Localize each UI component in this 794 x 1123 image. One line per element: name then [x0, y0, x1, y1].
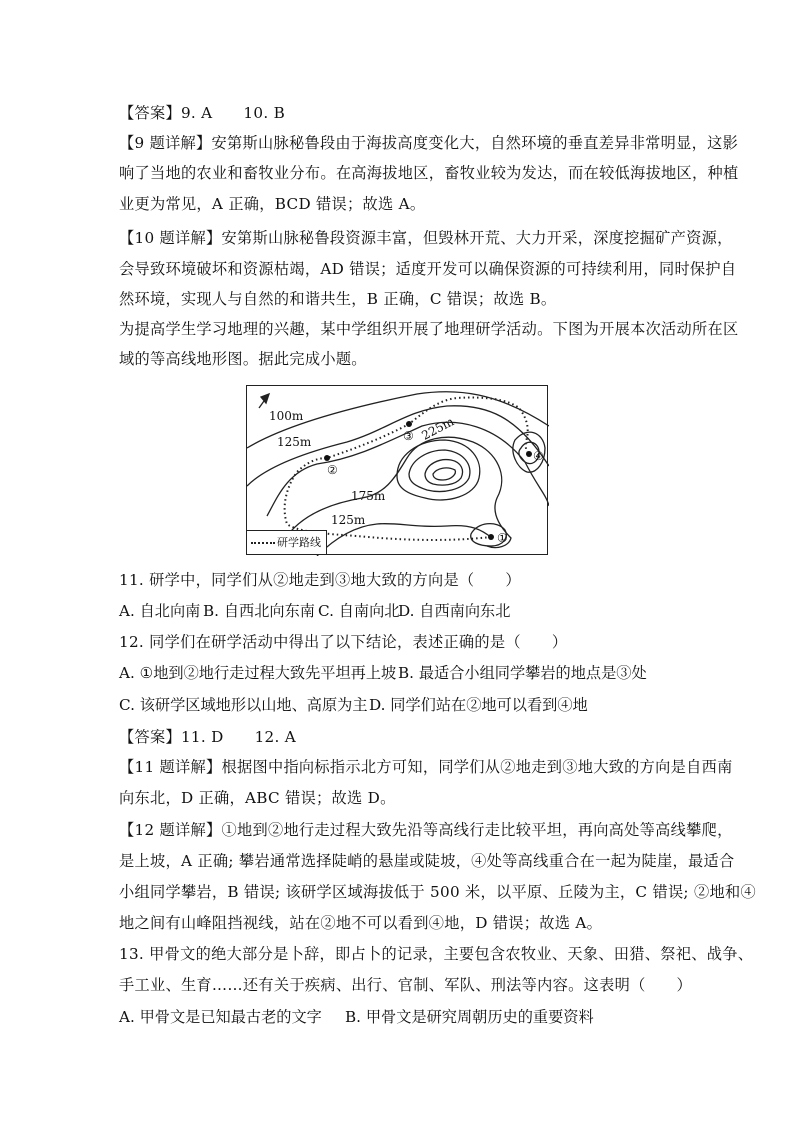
q11-stem: 11. 研学中，同学们从②地走到③地大致的方向是（ ）	[119, 571, 521, 589]
contour-map	[246, 385, 548, 555]
q12-detail-line-2: 是上坡，A 正确; 攀岩通常选择陡峭的悬崖或陡坡，④处等高线重合在一起为陡崖，最适合	[119, 852, 735, 870]
intro-line-1: 为提高学生学习地理的兴趣，某中学组织开展了地理研学活动。下图为开展本次活动所在区	[119, 320, 739, 338]
contour-label-125m-upper: 125m	[277, 435, 312, 449]
q11-option-c[interactable]: C. 自南向北	[318, 602, 400, 620]
point-4-label: ④	[533, 449, 544, 463]
q12-stem: 12. 同学们在研学活动中得出了以下结论，表述正确的是（ ）	[119, 633, 568, 651]
intro-line-2: 域的等高线地形图。据此完成小题。	[119, 350, 367, 368]
q12-option-d[interactable]: D. 同学们站在②地可以看到④地	[369, 696, 588, 714]
point-3-marker	[406, 421, 412, 427]
q13-stem-line-2: 手工业、生育……还有关于疾病、出行、官制、军队、刑法等内容。这表明（ ）	[119, 976, 693, 994]
q11-option-d[interactable]: D. 自西南向东北	[398, 602, 511, 620]
q13-stem-line-1: 13. 甲骨文的绝大部分是卜辞，即占卜的记录，主要包含农牧业、天象、田猎、祭祀、战争、	[119, 945, 754, 963]
contour-label-125m-lower: 125m	[331, 513, 366, 527]
legend-label: 研学路线	[277, 536, 321, 549]
q10-detail-line-1: 【10 题详解】安第斯山脉秘鲁段资源丰富，但毁林开荒、大力开采，深度挖掘矿产资源，	[119, 229, 733, 247]
q13-option-b[interactable]: B. 甲骨文是研究周朝历史的重要资料	[345, 1008, 594, 1026]
point-2-label: ②	[327, 463, 338, 477]
q11-detail-line-2: 向东北，D 正确，ABC 错误；故选 D。	[119, 789, 396, 807]
point-4-marker	[526, 451, 532, 457]
answer-9-10: 【答案】9. A 10. B	[119, 104, 286, 122]
q12-option-b[interactable]: B. 最适合小组同学攀岩的地点是③处	[398, 664, 647, 682]
q10-detail-line-2: 会导致环境破坏和资源枯竭，AD 错误；适度开发可以确保资源的可持续利用，同时保护自	[119, 260, 737, 278]
q11-option-b[interactable]: B. 自西北向东南	[203, 602, 315, 620]
q9-detail-line-1: 【9 题详解】安第斯山脉秘鲁段由于海拔高度变化大，自然环境的垂直差异非常明显，这影	[119, 134, 739, 152]
point-1-label: ①	[497, 531, 508, 545]
q12-detail-line-1: 【12 题详解】①地到②地行走过程大致先沿等高线行走比较平坦，再向高处等高线攀爬，	[119, 821, 733, 839]
answer-11-12: 【答案】11. D 12. A	[119, 728, 297, 746]
q12-option-c[interactable]: C. 该研学区域地形以山地、高原为主	[119, 696, 368, 714]
q11-option-a[interactable]: A. 自北向南	[119, 602, 201, 620]
q12-detail-line-4: 地之间有山峰阻挡视线，站在②地不可以看到④地，D 错误；故选 A。	[119, 914, 603, 932]
q10-detail-line-3: 然环境，实现人与自然的和谐共生，B 正确，C 错误；故选 B。	[119, 290, 557, 308]
q13-option-a[interactable]: A. 甲骨文是已知最古老的文字	[119, 1008, 322, 1026]
legend-route-line	[251, 542, 275, 544]
q9-detail-line-3: 业更为常见，A 正确，BCD 错误；故选 A。	[119, 195, 426, 213]
point-2-marker	[324, 455, 330, 461]
contour-label-100m: 100m	[269, 409, 304, 423]
point-3-label: ③	[403, 429, 414, 443]
q11-detail-line-1: 【11 题详解】根据图中指向标指示北方可知，同学们从②地走到③地大致的方向是自西南	[119, 758, 733, 776]
point-1-marker	[488, 534, 494, 540]
map-legend	[247, 530, 327, 554]
q9-detail-line-2: 响了当地的农业和畜牧业分布。在高海拔地区，畜牧业较为发达，而在较低海拔地区，种植	[119, 164, 739, 182]
q12-detail-line-3: 小组同学攀岩，B 错误; 该研学区域海拔低于 500 米，以平原、丘陵为主，C 错误; ②地和④	[119, 883, 756, 901]
study-route	[285, 397, 529, 539]
contour-label-175m: 175m	[351, 489, 386, 503]
contour-label-225m: 225m	[419, 414, 457, 443]
q12-option-a[interactable]: A. ①地到②地行走过程大致先平坦再上坡	[119, 664, 397, 682]
